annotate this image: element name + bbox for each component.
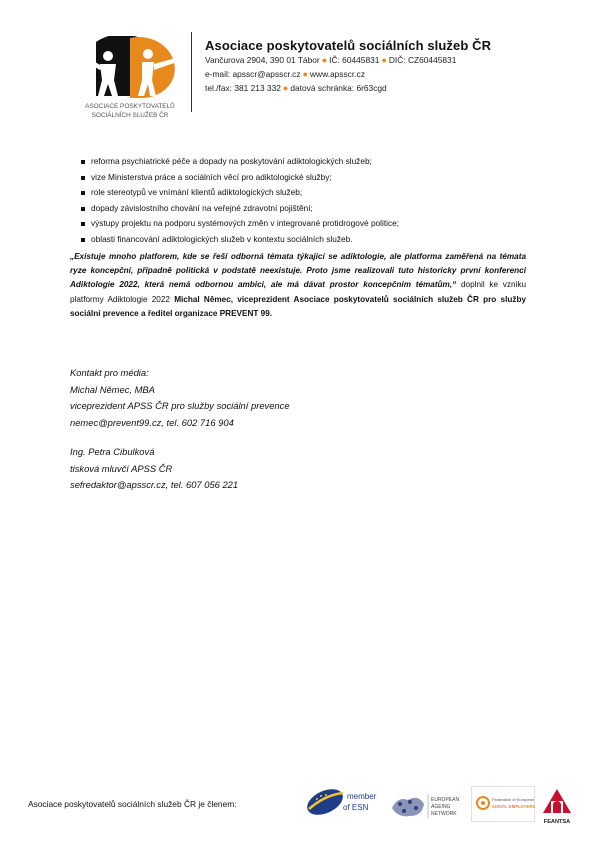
bullet-dot-icon: ● [321, 55, 328, 65]
social-employers-logo [471, 786, 535, 822]
european-ageing-network-logo [388, 790, 460, 822]
eagn-line-2: AGEING [431, 804, 451, 810]
contact-email-phone[interactable]: sefredaktor@apsscr.cz, tel. 607 056 221 [70, 479, 239, 490]
list-item: vize Ministerstva práce a sociálních věcí pro adiktologické služby; [80, 170, 540, 186]
databox: datová schránka: 6r63cgd [290, 83, 387, 93]
press-contact [70, 444, 390, 494]
header-divider [191, 32, 192, 112]
email-link[interactable]: e-mail: apsscr@apsscr.cz [205, 69, 301, 79]
organization-title: Asociace poskytovatelů sociálních služeb ČR [205, 38, 492, 53]
phone-line [205, 81, 585, 95]
esn-line-2: of ESN [343, 803, 369, 812]
list-item: role stereotypů ve vnímání klientů adiktologických služeb; [80, 185, 540, 201]
list-item: oblasti financování adiktologických služeb v kontextu sociálních služeb. [80, 232, 540, 248]
contact-name: Michal Němec, MBA [70, 383, 155, 395]
fese-line-2: SOCIAL EMPLOYERS [492, 804, 535, 809]
feantsa-logo [539, 783, 575, 827]
email-line [205, 67, 585, 81]
eagn-line-1: EUROPEAN [431, 797, 460, 803]
address-line [205, 53, 585, 67]
list-item: výstupy projektu na podporu systémových změn v integrované protidrogové politice; [80, 216, 540, 232]
esn-logo [303, 785, 383, 819]
logo-caption-2: SOCIÁLNÍCH SLUŽEB ČR [91, 112, 169, 119]
esn-line-1: member [347, 792, 377, 801]
organization-header [205, 38, 585, 95]
ic-number: IČ: 60445831 [329, 55, 380, 65]
list-item: dopady závislostního chování na veřejné zdravotní pojištění; [80, 201, 540, 217]
quote-attribution: doplnil ke vzniku platformy Adiktologie 2022 [70, 280, 526, 304]
bullet-dot-icon: ● [381, 55, 387, 65]
feantsa-label: FEANTSA [543, 819, 571, 825]
contact-name: Ing. Petra Cibulková [70, 446, 155, 457]
media-contact [70, 365, 390, 431]
logo-caption-1: ASOCIACE POSKYTOVATELŮ [85, 103, 175, 110]
bullet-dot-icon: ● [302, 69, 308, 79]
fese-line-1: Federation of European [492, 797, 535, 802]
topic-list [80, 154, 540, 247]
apss-logo [78, 36, 182, 122]
bullet-dot-icon: ● [282, 83, 289, 93]
list-item: reforma psychiatrické péče a dopady na poskytování adiktologických služeb; [80, 154, 540, 170]
address: Vančurova 2904, 390 01 Tábor [205, 55, 320, 65]
quote-text: „Existuje mnoho platforem, kde se řeší odborná témata týkající se adiktologie, ale platforma zaměřená na témata ryze koncepční, případně politická v podstatě neexistuje. Proto jsme realizovali tuto historicky první konferenci Adiktologie 2022, která nemá odbornou ambici, ale má dávat prostor koncepčním tématům,“ [70, 252, 526, 290]
contact-role: tisková mluvčí APSS ČR [70, 462, 173, 474]
web-link[interactable]: www.apsscr.cz [309, 69, 365, 79]
phone: tel./fax: 381 213 332 [205, 83, 281, 93]
eagn-line-3: NETWORK [431, 811, 457, 817]
quote-person: Michal Němec, viceprezident Asociace poskytovatelů sociálních služeb ČR pro služby sociální prevence a ředitel organizace PREVENT 99. [70, 294, 526, 318]
dic-number: DIČ: CZ60445831 [388, 55, 457, 65]
contact-email-phone[interactable]: nemec@prevent99.cz, tel. 602 716 904 [70, 416, 234, 428]
membership-text: Asociace poskytovatelů sociálních služeb ČR je členem: [28, 799, 237, 809]
contact-role: viceprezident APSS ČR pro služby sociální prevence [70, 400, 290, 411]
quote-paragraph [70, 250, 526, 321]
contact-heading: Kontakt pro média: [70, 367, 149, 378]
